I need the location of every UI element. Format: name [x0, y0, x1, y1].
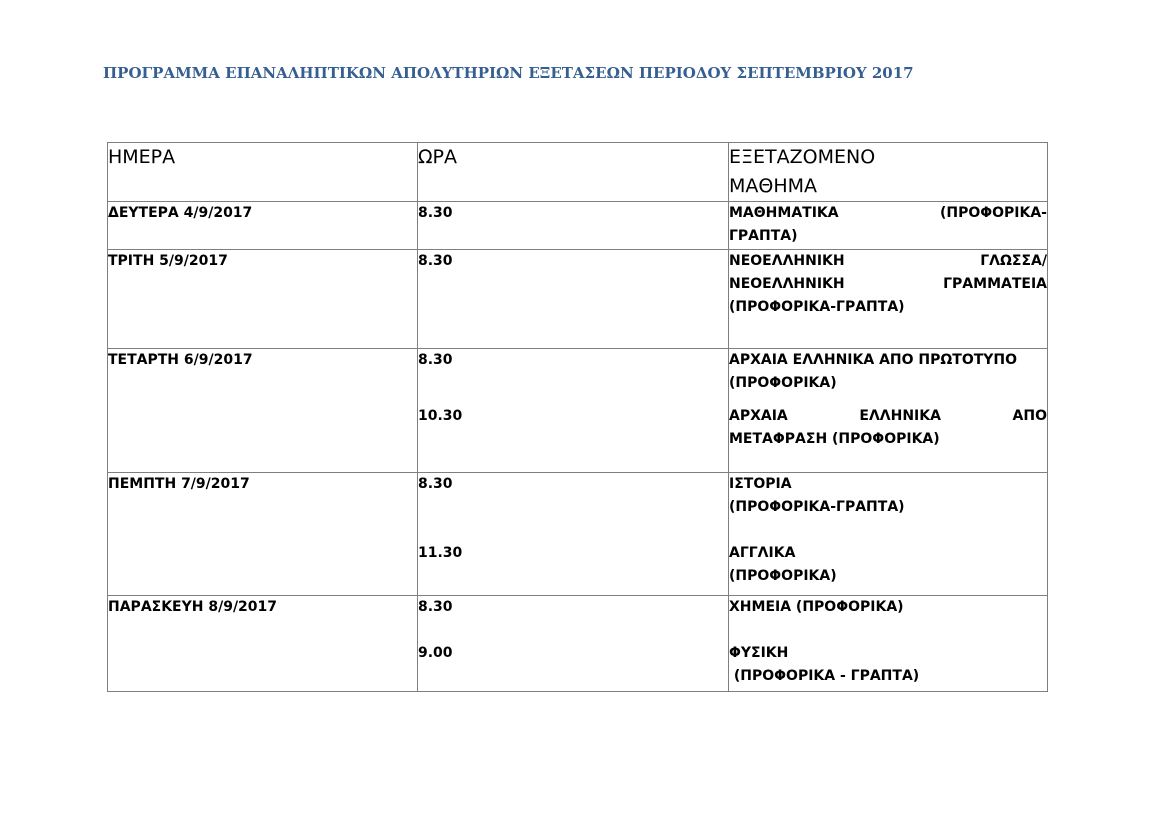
subject-cell: ΜΑΘΗΜΑΤΙΚΑ (ΠΡΟΦΟΡΙΚΑ- ΓΡΑΠΤΑ): [729, 202, 1048, 250]
table-row: [108, 250, 1048, 349]
table-row: [108, 349, 1048, 473]
table-header-row: [108, 143, 1048, 202]
subject-cell: ΝΕΟΕΛΛΗΝΙΚΗ ΓΛΩΣΣΑ/ ΝΕΟΕΛΛΗΝΙΚΗ ΓΡΑΜΜΑΤΕΙΑ (ΠΡΟΦΟΡΙΚΑ-ΓΡΑΠΤΑ): [729, 250, 1048, 349]
subject-cell: ΙΣΤΟΡΙΑ (ΠΡΟΦΟΡΙΚΑ-ΓΡΑΠΤΑ) ΑΓΓΛΙΚΑ (ΠΡΟΦΟΡΙΚΑ): [729, 473, 1048, 596]
day-cell: ΤΕΤΑΡΤΗ 6/9/2017: [108, 349, 418, 473]
day-cell: ΔΕΥΤΕΡΑ 4/9/2017: [108, 202, 418, 250]
table-row: [108, 596, 1048, 692]
header-time: ΩΡΑ: [418, 143, 729, 202]
table-row: [108, 473, 1048, 596]
header-subject: ΕΞΕΤΑΖΟΜΕΝΟ ΜΑΘΗΜΑ: [729, 143, 1048, 202]
table-row: [108, 202, 1048, 250]
time-cell: 8.30 9.00: [418, 596, 729, 692]
subject-cell: ΑΡΧΑΙΑ ΕΛΛΗΝΙΚΑ ΑΠΟ ΠΡΩΤΟΤΥΠΟ (ΠΡΟΦΟΡΙΚΑ) ΑΡΧΑΙΑ ΕΛΛΗΝΙΚΑ ΑΠΟ ΜΕΤΑΦΡΑΣΗ (ΠΡΟΦΟΡΙΚΑ): [729, 349, 1048, 473]
subject-cell: ΧΗΜΕΙΑ (ΠΡΟΦΟΡΙΚΑ) ΦΥΣΙΚΗ (ΠΡΟΦΟΡΙΚΑ - ΓΡΑΠΤΑ): [729, 596, 1048, 692]
header-day: ΗΜΕΡΑ: [108, 143, 418, 202]
time-cell: 8.30: [418, 202, 729, 250]
day-cell: ΠΑΡΑΣΚΕΥΗ 8/9/2017: [108, 596, 418, 692]
time-cell: 8.30: [418, 250, 729, 349]
time-cell: 8.30 10.30: [418, 349, 729, 473]
day-cell: ΤΡΙΤΗ 5/9/2017: [108, 250, 418, 349]
document-title: ΠΡΟΓΡΑΜΜΑ ΕΠΑΝΑΛΗΠΤΙΚΩΝ ΑΠΟΛΥΤΗΡΙΩΝ ΕΞΕΤΑΣΕΩΝ ΠΕΡΙΟΔΟΥ ΣΕΠΤΕΜΒΡΙΟΥ 2017: [103, 64, 914, 82]
day-cell: ΠΕΜΠΤΗ 7/9/2017: [108, 473, 418, 596]
exam-schedule-table: [107, 142, 1048, 692]
time-cell: 8.30 11.30: [418, 473, 729, 596]
